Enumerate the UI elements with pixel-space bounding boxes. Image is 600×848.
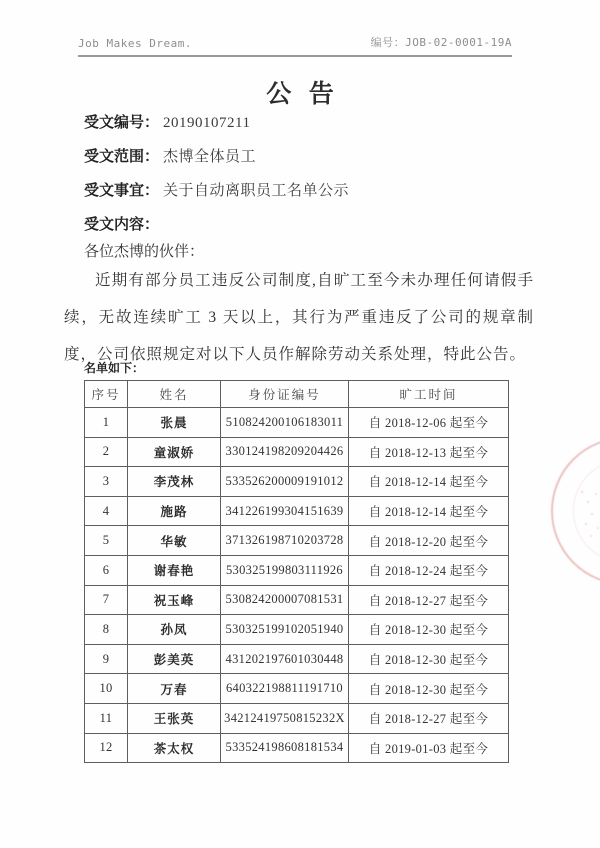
meta-value: 20190107211: [163, 115, 251, 131]
doc-number: 编号：JOB-02-0001-19A: [370, 36, 512, 49]
table-row: [85, 615, 509, 645]
table-cell: 自 2018-12-14 起至今: [349, 496, 509, 526]
table-cell: 自 2018-12-30 起至今: [349, 674, 509, 704]
table-cell: 童淑娇: [128, 437, 221, 467]
table-row: [85, 467, 509, 497]
roster-table-body: [85, 408, 509, 763]
table-row: [85, 496, 509, 526]
table-header-row: [85, 381, 509, 408]
list-intro: 名单如下：: [84, 361, 145, 375]
table-cell: 640322198811191710: [221, 674, 349, 704]
table-cell: 茶太权: [128, 733, 221, 763]
column-header: 旷工时间: [349, 381, 509, 408]
table-cell: 5: [85, 526, 128, 556]
table-cell: 510824200106183011: [221, 408, 349, 438]
meta-row-doc-id: [84, 112, 349, 134]
table-cell: 自 2018-12-24 起至今: [349, 555, 509, 585]
meta-label: 受文内容：: [84, 215, 160, 233]
table-cell: 34212419750815232X: [221, 703, 349, 733]
table-row: [85, 585, 509, 615]
table-row: [85, 408, 509, 438]
table-row: [85, 526, 509, 556]
body-paragraph: 近期有部分员工违反公司制度,自旷工至今未办理任何请假手续，无故连续旷工 3 天以上，其行为严重违反了公司的规章制度，公司依照规定对以下人员作解除劳动关系处理，特此公告。: [64, 272, 534, 363]
table-cell: 10: [85, 674, 128, 704]
table-cell: 431202197601030448: [221, 644, 349, 674]
column-header: 身份证编号: [221, 381, 349, 408]
table-row: [85, 733, 509, 763]
table-cell: 371326198710203728: [221, 526, 349, 556]
table-row: [85, 555, 509, 585]
table-cell: 12: [85, 733, 128, 763]
table-row: [85, 644, 509, 674]
stamp-texture: [581, 491, 583, 493]
meta-row-content: [84, 214, 349, 235]
table-cell: 4: [85, 496, 128, 526]
table-cell: 自 2018-12-06 起至今: [349, 408, 509, 438]
meta-label: 受文范围：: [84, 147, 160, 165]
table-cell: 330124198209204426: [221, 437, 349, 467]
table-cell: 施路: [128, 496, 221, 526]
table-cell: 自 2018-12-13 起至今: [349, 437, 509, 467]
table-cell: 张晨: [128, 408, 221, 438]
table-cell: 8: [85, 615, 128, 645]
table-cell: 自 2018-12-20 起至今: [349, 526, 509, 556]
table-cell: 11: [85, 703, 128, 733]
page-header: [78, 34, 512, 57]
table-row: [85, 703, 509, 733]
meta-row-scope: [84, 146, 349, 168]
table-cell: 李茂林: [128, 467, 221, 497]
table-cell: 9: [85, 644, 128, 674]
table-cell: 孙凤: [128, 615, 221, 645]
meta-row-subject: [84, 180, 349, 202]
official-seal-stamp: [551, 437, 600, 585]
table-cell: 自 2018-12-27 起至今: [349, 703, 509, 733]
table-cell: 7: [85, 585, 128, 615]
table-cell: 自 2018-12-14 起至今: [349, 467, 509, 497]
table-cell: 341226199304151639: [221, 496, 349, 526]
table-cell: 533524198608181534: [221, 733, 349, 763]
table-cell: 谢春艳: [128, 555, 221, 585]
table-cell: 自 2019-01-03 起至今: [349, 733, 509, 763]
table-cell: 530325199803111926: [221, 555, 349, 585]
meta-label: 受文事宜：: [84, 181, 160, 199]
meta-section: [84, 112, 349, 235]
table-cell: 2: [85, 437, 128, 467]
table-cell: 自 2018-12-30 起至今: [349, 644, 509, 674]
table-cell: 530325199102051940: [221, 615, 349, 645]
table-cell: 自 2018-12-27 起至今: [349, 585, 509, 615]
table-cell: 533526200009191012: [221, 467, 349, 497]
column-header: 姓名: [128, 381, 221, 408]
column-header: 序号: [85, 381, 128, 408]
table-cell: 祝玉峰: [128, 585, 221, 615]
table-cell: 彭美英: [128, 644, 221, 674]
salutation: 各位杰博的伙伴：: [84, 244, 205, 260]
table-cell: 万春: [128, 674, 221, 704]
meta-value: 关于自动离职员工名单公示: [163, 183, 350, 199]
meta-label: 受文编号：: [84, 113, 160, 131]
table-row: [85, 437, 509, 467]
table-cell: 1: [85, 408, 128, 438]
table-cell: 530824200007081531: [221, 585, 349, 615]
meta-value: 杰博全体员工: [163, 149, 257, 165]
table-cell: 华敏: [128, 526, 221, 556]
announcement-title: 公 告: [266, 79, 334, 108]
table-cell: 6: [85, 555, 128, 585]
roster-table: [84, 380, 509, 763]
table-cell: 自 2018-12-30 起至今: [349, 615, 509, 645]
company-motto: Job Makes Dream.: [78, 37, 192, 50]
table-cell: 王张英: [128, 703, 221, 733]
table-cell: 3: [85, 467, 128, 497]
table-row: [85, 674, 509, 704]
